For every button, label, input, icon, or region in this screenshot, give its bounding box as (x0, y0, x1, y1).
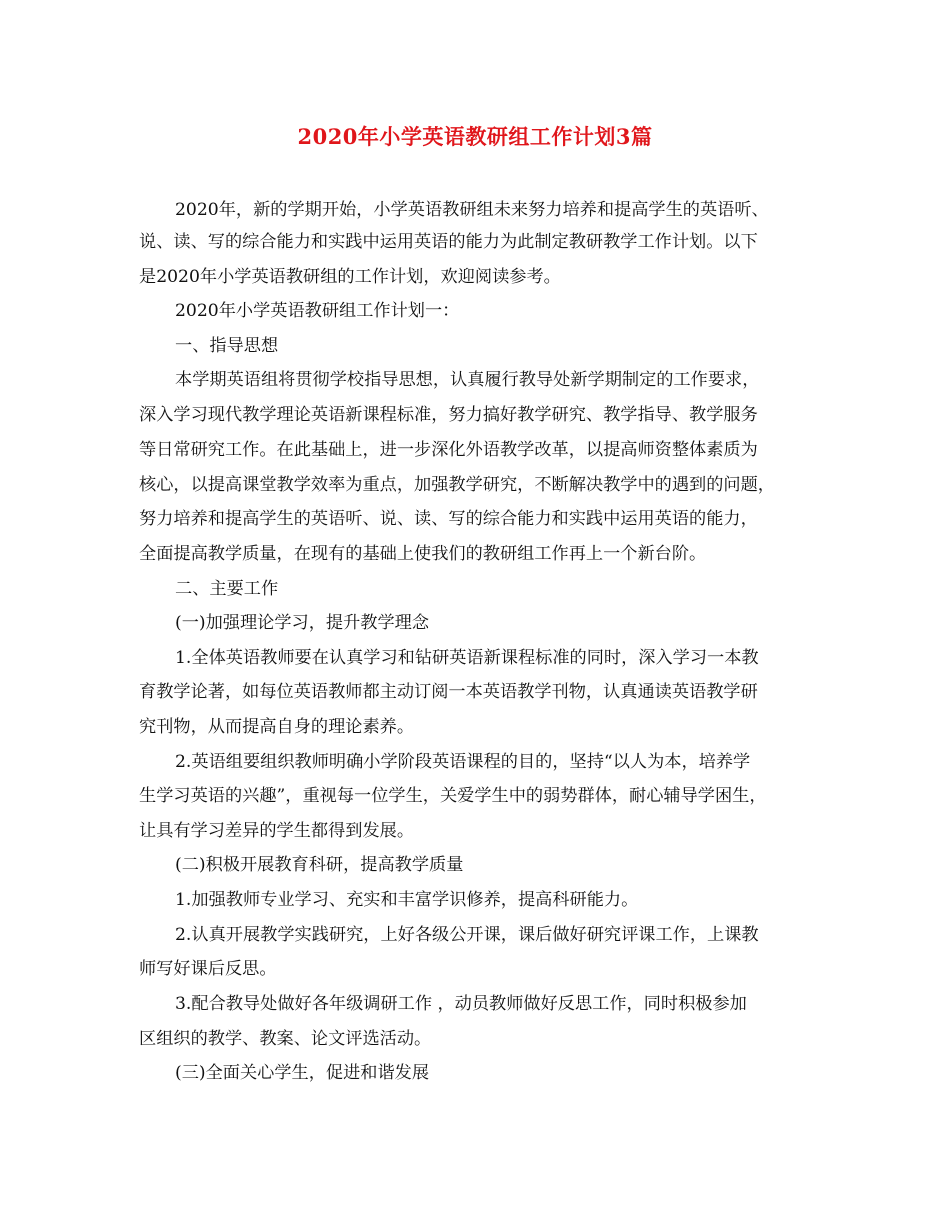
paragraph-line: 1.全体英语教师要在认真学习和钻研英语新课程标准的同时，深入学习一本教 (175, 648, 759, 668)
paragraph-line: 2020年，新的学期开始，小学英语教研组未来努力培养和提高学生的英语听、 (175, 200, 769, 220)
paragraph-line: 说、读、写的综合能力和实践中运用英语的能力为此制定教研教学工作计划。以下 (139, 232, 758, 252)
paragraph-line: 师写好课后反思。 (139, 959, 277, 979)
paragraph-line: 是2020年小学英语教研组的工作计划，欢迎阅读参考。 (139, 267, 561, 287)
paragraph-line: 全面提高教学质量，在现有的基础上使我们的教研组工作再上一个新台阶。 (139, 544, 707, 564)
paragraph-line: 努力培养和提高学生的英语听、说、读、写的综合能力和实践中运用英语的能力， (139, 509, 758, 529)
paragraph-line: 本学期英语组将贯彻学校指导思想，认真履行教导处新学期制定的工作要求， (175, 370, 760, 390)
subsection-heading: (三)全面关心学生，促进和谐发展 (175, 1063, 430, 1083)
paragraph-line: 深入学习现代教学理论英语新课程标准，努力搞好教学研究、教学指导、教学服务 (139, 405, 758, 425)
paragraph-line: 1.加强教师专业学习、充实和丰富学识修养，提高科研能力。 (175, 890, 639, 910)
paragraph-line: 3.配合教导处做好各年级调研工作 ，动员教师做好反思工作，同时积极参加 (175, 994, 747, 1014)
paragraph-line: 2.英语组要组织教师明确小学阶段英语课程的目的，坚持“以人为本，培养学 (175, 752, 751, 772)
paragraph-line: 区组织的教学、教案、论文评选活动。 (139, 1029, 432, 1049)
paragraph-line: 核心，以提高课堂教学效率为重点，加强教学研究，不断解决教学中的遇到的问题， (139, 475, 775, 495)
paragraph-line: 让具有学习差异的学生都得到发展。 (139, 821, 415, 841)
paragraph-line: 2020年小学英语教研组工作计划一： (175, 301, 460, 321)
paragraph-line: 2.认真开展教学实践研究，上好各级公开课，课后做好研究评课工作，上课教 (175, 925, 759, 945)
paragraph-line: 等日常研究工作。在此基础上，进一步深化外语教学改革，以提高师资整体素质为 (139, 440, 758, 460)
document-title: 2020年小学英语教研组工作计划3篇 (297, 124, 653, 149)
section-heading: 二、主要工作 (175, 579, 279, 599)
subsection-heading: (二)积极开展教育科研，提高教学质量 (175, 855, 464, 875)
section-heading: 一、指导思想 (175, 336, 279, 356)
paragraph-line: 究刊物，从而提高自身的理论素养。 (139, 717, 415, 737)
subsection-heading: (一)加强理论学习，提升教学理念 (175, 613, 430, 633)
paragraph-line: 育教学论著，如每位英语教师都主动订阅一本英语教学刊物，认真通读英语教学研 (139, 682, 758, 702)
paragraph-line: 生学习英语的兴趣”，重视每一位学生，关爱学生中的弱势群体，耐心辅导学困生， (139, 786, 767, 806)
